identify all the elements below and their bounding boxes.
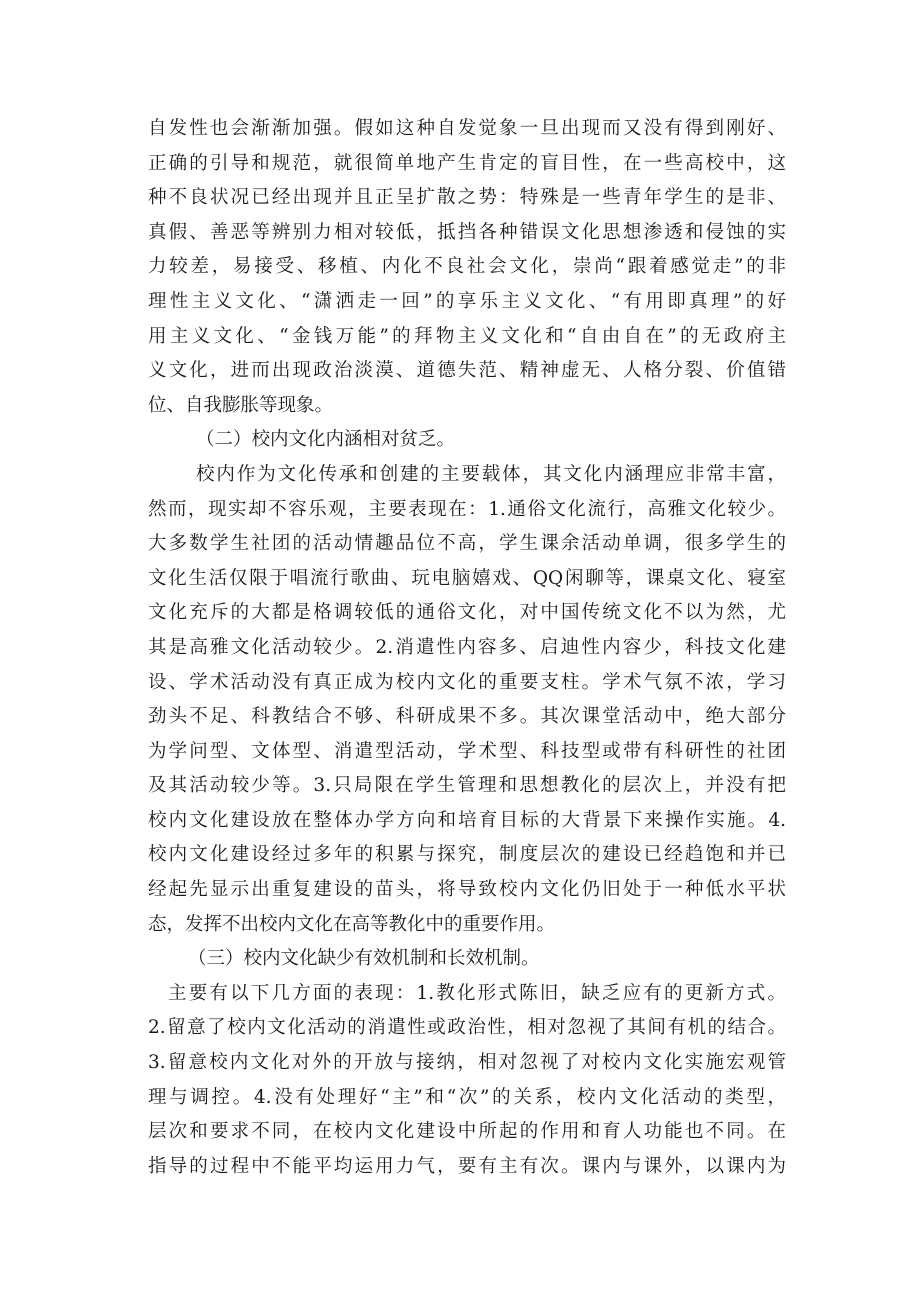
text-line: 文化生活仅限于唱流行歌曲、玩电脑嬉戏、QQ闲聊等，课桌文化、寝室 <box>148 567 786 589</box>
text-line: 设、学术活动没有真正成为校内文化的重要支柱。学术气氛不浓，学习 <box>148 671 786 693</box>
text-line: 劲头不足、科教结合不够、科研成果不多。其次课堂活动中，绝大部分 <box>148 706 786 728</box>
text-line: 种不良状况已经出现并且正呈扩散之势：特殊是一些青年学生的是非、 <box>148 187 786 209</box>
text-line: 经起先显示出重复建设的苗头，将导致校内文化仍旧处于一种低水平状 <box>148 879 786 901</box>
text-line: 力较差，易接受、移植、内化不良社会文化，崇尚“跟着感觉走”的非 <box>148 256 786 278</box>
text-line: 为学问型、文体型、消遣型活动，学术型、科技型或带有科研性的社团 <box>148 740 786 762</box>
section-heading-3: （三）校内文化缺少有效机制和长效机制。 <box>188 948 540 970</box>
text-line: 态，发挥不出校内文化在高等教化中的重要作用。 <box>148 913 556 935</box>
text-line: 及其活动较少等。3.只局限在学生管理和思想教化的层次上，并没有把 <box>148 775 786 797</box>
text-line: 然而，现实却不容乐观，主要表现在：1.通俗文化流行，高雅文化较少。 <box>148 498 786 520</box>
text-line: 自发性也会渐渐加强。假如这种自发觉象一旦出现而又没有得到刚好、 <box>148 118 786 139</box>
text-line: 大多数学生社团的活动情趣品位不高，学生课余活动单调，很多学生的 <box>148 533 786 555</box>
text-line: 正确的引导和规范，就很简单地产生肯定的盲目性，在一些高校中，这 <box>148 152 786 174</box>
text-line: 文化充斥的大都是格调较低的通俗文化，对中国传统文化不以为然，尤 <box>148 602 786 624</box>
text-line: 理与调控。4.没有处理好“主”和“次”的关系，校内文化活动的类型， <box>148 1086 786 1108</box>
text-line: 2.留意了校内文化活动的消遣性或政治性，相对忽视了其间有机的结合。 <box>148 1017 786 1039</box>
text-line: 真假、善恶等辨别力相对较低，抵挡各种错误文化思想渗透和侵蚀的实 <box>148 221 786 243</box>
text-line: 校内文化建设放在整体办学方向和培育目标的大背景下来操作实施。4. <box>148 809 786 831</box>
text-line: 用主义文化、“金钱万能”的拜物主义文化和“自由自在”的无政府主 <box>148 325 786 347</box>
text-line: 其是高雅文化活动较少。2.消遣性内容多、启迪性内容少，科技文化建 <box>148 636 786 658</box>
text-line: 3.留意校内文化对外的开放与接纳，相对忽视了对校内文化实施宏观管 <box>148 1052 786 1074</box>
text-line: 理性主义文化、“潇洒走一回”的享乐主义文化、“有用即真理”的好 <box>148 290 786 312</box>
text-line: 校内文化建设经过多年的积累与探究，制度层次的建设已经趋饱和并已 <box>148 844 786 866</box>
paragraph-first-line: 校内作为文化传承和创建的主要载体，其文化内涵理应非常丰富， <box>196 463 786 485</box>
paragraph-first-line: 主要有以下几方面的表现：1.教化形式陈旧，缺乏应有的更新方式。 <box>168 982 786 1004</box>
section-heading-2: （二）校内文化内涵相对贫乏。 <box>196 429 456 451</box>
text-line: 位、自我膨胀等现象。 <box>148 394 334 416</box>
text-line: 义文化，进而出现政治淡漠、道德失范、精神虚无、人格分裂、价值错 <box>148 360 786 382</box>
text-line: 指导的过程中不能平均运用力气，要有主有次。课内与课外，以课内为 <box>148 1155 786 1177</box>
document-body <box>148 112 786 1184</box>
text-line: 层次和要求不同，在校内文化建设中所起的作用和育人功能也不同。在 <box>148 1121 786 1143</box>
